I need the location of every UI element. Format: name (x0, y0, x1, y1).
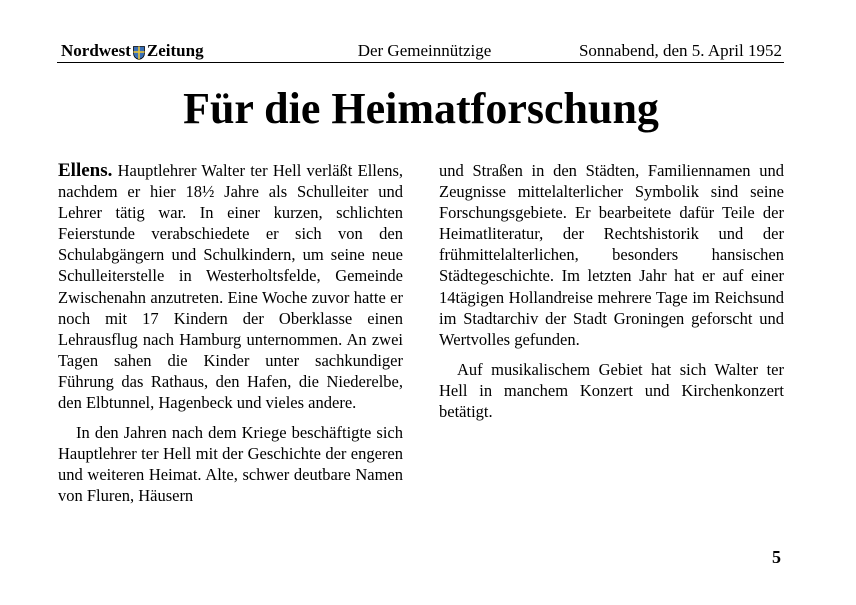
paragraph-text: Hauptlehrer Walter ter Hell verläßt Ellens, nachdem er hier 18½ Jahre als Schulleiter und Lehrer tätig war. In einer kurzen, schlichten Feierstunde verabschiedete er sich von den Schulabgängern und Schulkindern, um seine neue Schulleiterstelle in Westerholtsfelde, Gemeinde Zwischenahn anzutreten. Eine Woche zuvor hatte er noch mit 17 Kindern der Oberklasse einen Lehrausflug nach Hamburg unternommen. An zwei Tagen sahen die Kinder unter sachkundiger Führung das Rathaus, den Hafen, die Niederelbe, den Elbtunnel, Hagenbeck und vieles andere. (58, 161, 404, 413)
page-number: 5 (772, 547, 781, 567)
paragraph-text: Auf musikalischem Gebiet hat sich Walter ter Hell in manchem Konzert und Kirchenkonzert betätigt. (439, 359, 784, 422)
article-paragraph-continued (439, 160, 784, 350)
paragraph-text-part1: In den Jahren nach dem Kriege beschäftigte sich Hauptlehrer ter Hell mit der Geschichte der engeren und weiteren Heimat. Alte, schwer deutbare Namen von Fluren, Häusern (58, 423, 403, 506)
paragraph-text-part2: und Straßen in den Städten, Familiennamen und Zeugnisse mittelalterlicher Symbolik sind seine Forschungsgebiete. Er bearbeitete dafür Teile der Heimatliteratur, der Rechtshistorik und der frühmittelalterlichen, besonders hansischen Städtegeschichte. Im letzten Jahr hat er auf einer 14tägigen Hollandreise mehrere Tage im Reichsund im Stadtarchiv der Stadt Groningen geforscht und Wertvolles gefunden. (439, 161, 784, 349)
issue-date: Sonnabend, den 5. April 1952 (578, 41, 782, 60)
article-paragraph (58, 160, 403, 413)
dateline-place: Ellens. (58, 160, 113, 181)
article-paragraph (439, 359, 784, 422)
masthead-name-part1: Nordwest (61, 41, 131, 60)
masthead-name-part2: Zeitung (146, 41, 204, 60)
article-column-right (439, 160, 784, 422)
article-column-left (58, 160, 403, 507)
article-paragraph (58, 422, 403, 506)
article-title: Für die Heimatforschung (183, 84, 659, 133)
section-name: Der Gemeinnützige (357, 41, 492, 60)
page-header (57, 40, 784, 63)
